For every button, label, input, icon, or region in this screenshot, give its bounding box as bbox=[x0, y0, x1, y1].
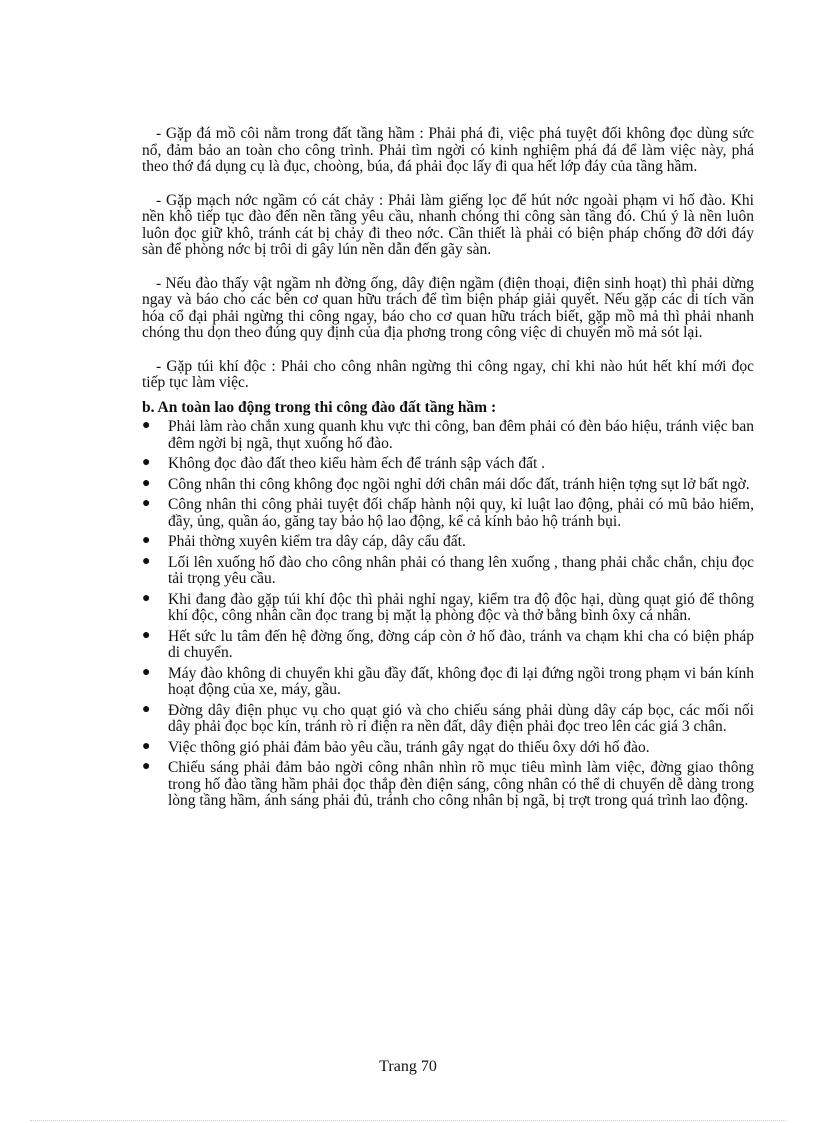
list-item bbox=[142, 760, 754, 810]
list-item bbox=[142, 497, 754, 530]
bullet-icon: ● bbox=[142, 627, 151, 643]
list-item bbox=[142, 703, 754, 736]
list-item-text: Khi đang đào gặp túi khí độc thì phải nghỉ ngay, kiểm tra độ độc hại, dùng quạt gió để thông khí độc, công nhân cần đọc trang bị mặt lạ phòng độc và thở bằng bình ôxy cá nhân. bbox=[168, 590, 754, 624]
bullet-icon: ● bbox=[142, 738, 151, 754]
page-body bbox=[142, 126, 754, 814]
page-number: Trang 70 bbox=[379, 1058, 437, 1075]
bullet-icon: ● bbox=[142, 590, 151, 606]
bullet-icon: ● bbox=[142, 759, 151, 774]
list-item-text: Đờng dây điện phục vụ cho quạt gió và cho chiếu sáng phải dùng dây cáp bọc, các mối nối dây phải đọc bọc kín, tránh rò rỉ điện ra nền đất, dây điện phải đọc treo lên các giá 3 chân. bbox=[168, 701, 754, 735]
list-item bbox=[142, 534, 754, 551]
paragraph-groundwater: - Gặp mạch nớc ngầm có cát chảy : Phải làm giếng lọc để hút nớc ngoài phạm vi hố đào. Khi nền khô tiếp tục đào đến nền tầng yêu cầu, nhanh chóng thi công sàn tầng đó. Chú ý là nền luôn luôn đọc giữ khô, tránh cát bị chảy đi theo nớc. Cần thiết là phải có biện pháp chống đỡ dới đáy sàn để phòng nớc bị trôi di gây lún nền dẫn đến gãy sàn. bbox=[142, 191, 754, 258]
page-edge-divider bbox=[30, 1120, 786, 1121]
bullet-icon: ● bbox=[142, 455, 151, 470]
list-item bbox=[142, 555, 754, 588]
list-item-text: Phải làm rào chắn xung quanh khu vực thi công, ban đêm phải có đèn báo hiệu, tránh việc ban đêm ngời bị ngã, thụt xuống hố đào. bbox=[168, 418, 754, 452]
list-item-text: Phải thờng xuyên kiểm tra dây cáp, dây cẩu đất. bbox=[168, 533, 466, 550]
list-item-text: Hết sức lu tâm đến hệ đờng ống, đờng cáp còn ở hố đào, tránh va chạm khi cha có biện pháp di chuyển. bbox=[168, 627, 754, 661]
safety-bullet-list bbox=[142, 419, 754, 810]
list-item bbox=[142, 629, 754, 662]
bullet-icon: ● bbox=[142, 701, 151, 717]
bullet-icon: ● bbox=[142, 664, 151, 680]
bullet-icon: ● bbox=[142, 553, 151, 569]
list-item bbox=[142, 740, 754, 757]
list-item bbox=[142, 456, 754, 473]
bullet-icon: ● bbox=[142, 496, 151, 511]
bullet-icon: ● bbox=[142, 418, 151, 433]
bullet-icon: ● bbox=[142, 475, 151, 491]
list-item bbox=[142, 666, 754, 699]
list-item-text: Công nhân thi công phải tuyệt đối chấp hành nội quy, kỉ luật lao động, phải có mũ bảo hiểm, đầy, ủng, quần áo, găng tay bảo hộ lao động, kể cả kính bảo hộ tránh bụi. bbox=[168, 496, 754, 530]
list-item-text: Việc thông gió phải đảm bảo yêu cầu, tránh gây ngạt do thiếu ôxy dới hố đào. bbox=[168, 738, 650, 756]
list-item-text: Không đọc đào đất theo kiểu hàm ếch để tránh sập vách đất . bbox=[168, 455, 546, 472]
list-item bbox=[142, 592, 754, 625]
paragraph-underground-objects: - Nếu đào thấy vật ngầm nh đờng ống, dây điện ngầm (điện thoại, điện sinh hoạt) thì phải dừng ngay và báo cho các bên cơ quan hữu trách để tìm biện pháp giải quyết. Nếu gặp các di tích văn hóa cổ đại phải ngừng thi công ngay, báo cho cơ quan hữu trách biết, gặp mồ mả thì phải nhanh chóng thu dọn theo đúng quy định của địa phơng trong công việc di chuyển mồ mả sót lại. bbox=[142, 274, 754, 341]
list-item bbox=[142, 477, 754, 494]
list-item-text: Chiếu sáng phải đảm bảo ngời công nhân nhìn rõ mục tiêu mình làm việc, đờng giao thông trong hố đào tầng hầm phải đọc thắp đèn điện sáng, công nhân có thể di chuyển dễ dàng trong lòng tầng hầm, ánh sáng phải đủ, tránh cho công nhân bị ngã, bị trợt trong quá trình lao động. bbox=[168, 759, 754, 809]
section-heading: b. An toàn lao động trong thi công đào đất tầng hầm : bbox=[142, 398, 497, 416]
list-item-text: Lối lên xuống hố đào cho công nhân phải có thang lên xuống , thang phải chắc chắn, chịu đọc tải trọng yêu cầu. bbox=[168, 553, 754, 587]
list-item bbox=[142, 419, 754, 452]
bullet-icon: ● bbox=[142, 533, 151, 548]
list-item-text: Máy đào không di chuyển khi gầu đầy đất, không đọc đi lại đứng ngồi trong phạm vi bán kính hoạt động của xe, máy, gầu. bbox=[168, 664, 754, 698]
list-item-text: Công nhân thi công không đọc ngồi nghỉ dới chân mái dốc đất, tránh hiện tợng sụt lở bất ngờ. bbox=[168, 475, 750, 493]
paragraph-boulder: - Gặp đá mồ côi nằm trong đất tầng hầm : Phải phá đi, việc phá tuyệt đối không đọc dùng sức nổ, đảm bảo an toàn cho công trình. Phải tìm ngời có kinh nghiệm phá đá để làm việc này, phá theo thớ đá dụng cụ là đục, choòng, búa, đá phải đọc lấy đi qua hết lớp đáy của tầng hầm. bbox=[142, 125, 754, 175]
paragraph-toxic-gas: - Gặp túi khí độc : Phải cho công nhân ngừng thi công ngay, chỉ khi nào hút hết khí mới đọc tiếp tục làm việc. bbox=[142, 357, 754, 391]
